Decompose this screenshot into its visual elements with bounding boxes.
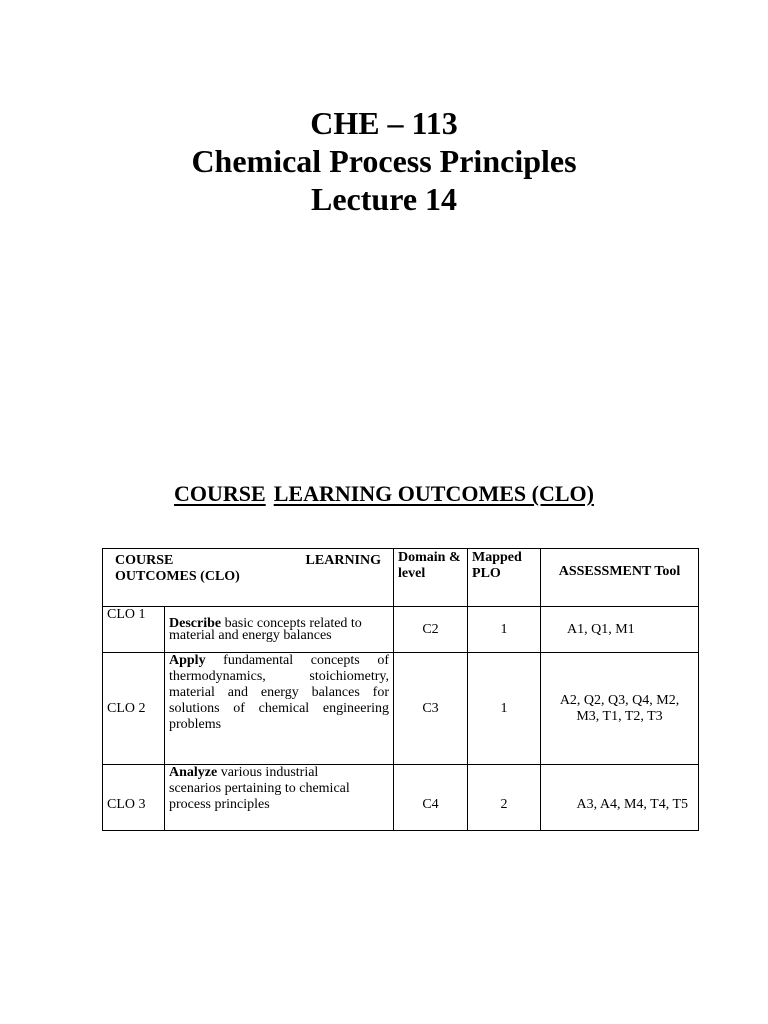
clo-assessment-line2: M3, T1, T2, T3 xyxy=(576,708,663,724)
clo-heading-word-rest: LEARNING OUTCOMES (CLO) xyxy=(273,481,594,506)
clo-id: CLO 1 xyxy=(103,607,165,653)
header-assessment: ASSESSMENT Tool xyxy=(541,549,699,607)
header-plo xyxy=(468,549,541,607)
clo-verb: Analyze xyxy=(169,765,218,780)
clo-domain: C3 xyxy=(394,653,468,765)
clo-heading-word-course: COURSE xyxy=(174,481,266,506)
document-title xyxy=(0,104,768,218)
header-domain-line2: level xyxy=(398,566,426,581)
clo-description xyxy=(165,607,394,653)
clo-assessment xyxy=(541,607,699,653)
clo-description xyxy=(165,765,394,831)
table-row-clo1 xyxy=(103,607,699,653)
clo-verb: Describe xyxy=(169,615,222,631)
clo-desc-text: various industrial xyxy=(217,765,319,780)
lecture-number: Lecture 14 xyxy=(310,181,458,217)
clo-domain: C4 xyxy=(394,765,468,831)
header-clo-word2: LEARNING xyxy=(305,553,382,568)
header-domain xyxy=(394,549,468,607)
header-clo-word1: COURSE xyxy=(115,553,174,568)
clo-verb: Apply xyxy=(169,653,206,668)
header-clo xyxy=(103,549,394,607)
clo-desc-line2: scenarios pertaining to chemical process principles xyxy=(169,781,350,812)
clo-table xyxy=(102,548,699,831)
clo-id: CLO 3 xyxy=(103,765,165,831)
clo-desc-text: basic concepts related to xyxy=(221,615,362,631)
clo-description xyxy=(165,653,394,765)
clo-assessment xyxy=(541,765,699,831)
clo-plo: 2 xyxy=(468,765,541,831)
clo-desc-text: fundamental concepts of thermodynamics, stoichiometry, material and energy balances for solutions of chemical engineering problems xyxy=(169,653,390,732)
clo-plo: 1 xyxy=(468,607,541,653)
header-plo-line2: PLO xyxy=(472,566,501,581)
table-row-clo3 xyxy=(103,765,699,831)
clo-plo: 1 xyxy=(468,653,541,765)
clo-assessment-line1: A3, A4, M4, T4, T5 xyxy=(576,796,689,812)
header-clo-line2: OUTCOMES (CLO) xyxy=(115,569,240,584)
clo-domain: C2 xyxy=(394,607,468,653)
clo-section-heading xyxy=(0,480,768,508)
clo-assessment xyxy=(541,653,699,765)
clo-assessment-line1: A1, Q1, M1 xyxy=(567,621,635,637)
header-plo-line1: Mapped xyxy=(472,550,522,565)
clo-desc-line2: material and energy balances xyxy=(169,627,332,643)
table-row-clo2 xyxy=(103,653,699,765)
header-domain-line1: Domain & xyxy=(398,550,461,565)
clo-id: CLO 2 xyxy=(103,653,165,765)
course-name: Chemical Process Principles xyxy=(191,143,577,179)
course-code: CHE – 113 xyxy=(310,105,458,141)
table-header-row xyxy=(103,549,699,607)
clo-assessment-line1: A2, Q2, Q3, Q4, M2, xyxy=(559,692,680,708)
